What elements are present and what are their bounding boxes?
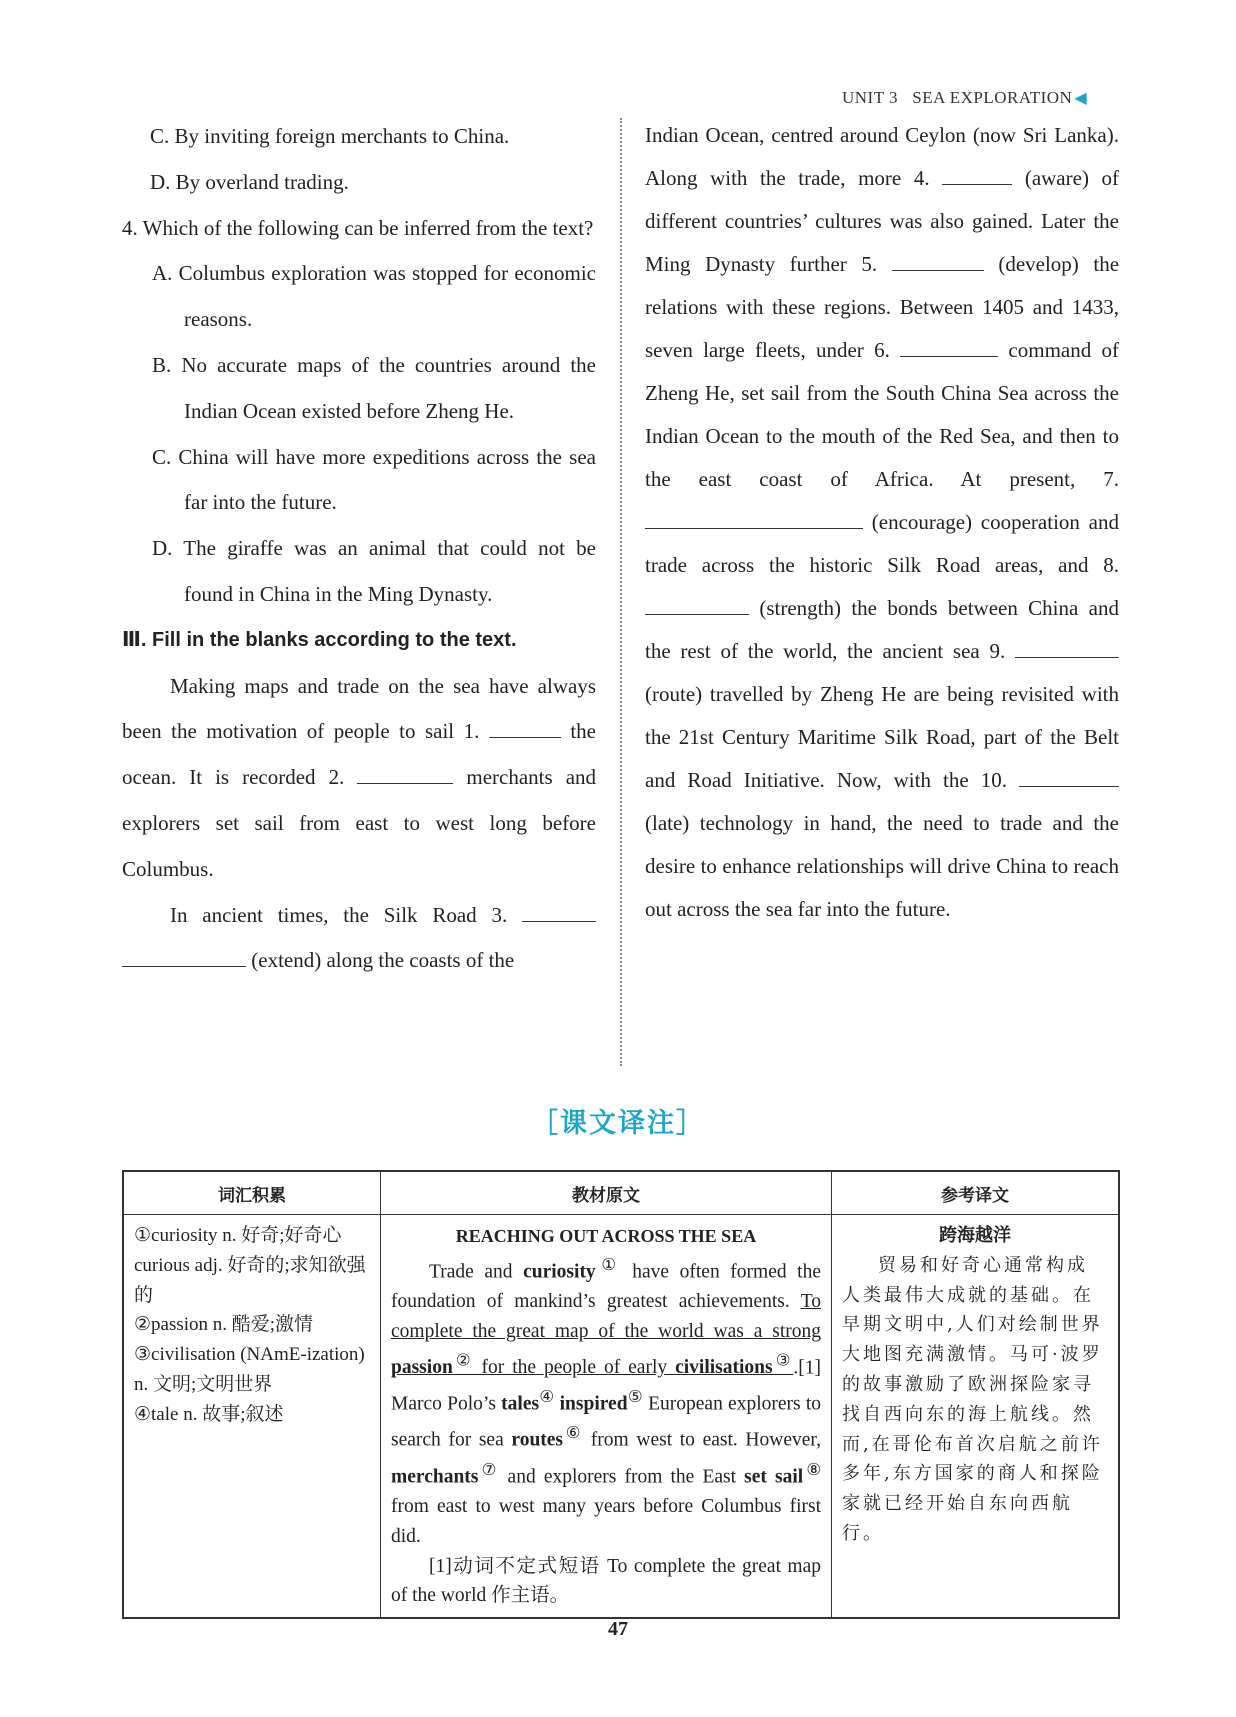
original-title: REACHING OUT ACROSS THE SEA: [455, 1226, 757, 1246]
vocab-item: ③civilisation (NAmE-ization) n. 文明;文明世界: [134, 1344, 365, 1395]
section-heading: Ⅲ. Fill in the blanks according to the text.: [122, 628, 517, 651]
original-text: Trade and curiosity① have often formed the foundation of mankind’s greatest achievements. To complete the great map of the world was a strong passion② for the people of early civilisations③.[1] Marco Polo’s tales④ inspired⑤ European explorers to search for sea routes⑥ from west to east. However, merchants⑦ and explorers from the East set sail⑧ from east to west many years before Columbus first did.: [391, 1256, 822, 1547]
unit-label: UNIT 3: [842, 88, 899, 107]
page-number: 47: [608, 1618, 628, 1640]
right-column: [645, 114, 1119, 931]
blank-4[interactable]: [942, 166, 1012, 185]
blank-2[interactable]: [357, 765, 453, 784]
blank-8[interactable]: [645, 596, 749, 615]
left-column: [122, 114, 596, 984]
q4-option-a: A. Columbus exploration was stopped for economic reasons.: [152, 261, 596, 332]
triangle-icon: ◀: [1074, 90, 1088, 107]
header-translation: 参考译文: [832, 1171, 1120, 1215]
q3-option-c: C. By inviting foreign merchants to China.: [150, 124, 510, 148]
translation-title: 跨海越洋: [939, 1225, 1011, 1246]
vocab-item: ④tale n. 故事;叙述: [134, 1403, 284, 1425]
annotation-table: [122, 1170, 1120, 1619]
header-original: 教材原文: [381, 1171, 832, 1215]
blank-3b[interactable]: [122, 948, 246, 967]
keyword-civilisations: civilisations: [675, 1357, 773, 1379]
underlined-sentence: To complete the great map of the world was a strong passion② for the people of early civilisations③: [391, 1291, 821, 1379]
blank-9[interactable]: [1015, 639, 1119, 658]
original-cell: [381, 1215, 832, 1619]
blank-3a[interactable]: [522, 903, 596, 922]
vocab-cell: [123, 1215, 381, 1619]
translation-text: 贸易和好奇心通常构成人类最伟大成就的基础。在早期文明中,人们对绘制世界大地图充满激情。马可·波罗的故事激励了欧洲探险家寻找自西向东的海上航线。然而,在哥伦布首次启航之前许多年,东方国家的商人和探险家就已经开始自东向西航行。: [842, 1254, 1103, 1544]
keyword-set-sail: set sail: [744, 1466, 804, 1488]
question-4: 4. Which of the following can be inferred from the text?: [122, 215, 594, 240]
keyword-tales: tales: [501, 1393, 540, 1415]
keyword-curiosity: curiosity: [523, 1261, 596, 1283]
q4-option-d: D. The giraffe was an animal that could not be found in China in the Ming Dynasty.: [152, 536, 596, 606]
vocab-item: ②passion n. 酷爱;激情: [134, 1314, 314, 1336]
translation-cell: [832, 1215, 1120, 1619]
keyword-routes: routes: [511, 1429, 564, 1451]
blank-1[interactable]: [489, 719, 561, 738]
blank-5[interactable]: [892, 252, 984, 271]
vocab-item: ①curiosity n. 好奇;好奇心: [134, 1225, 342, 1246]
grammar-note: [1]动词不定式短语 To complete the great map of the world 作主语。: [391, 1555, 821, 1607]
fill-paragraph-2: In ancient times, the Silk Road 3. (extend) along the coasts of the: [122, 893, 596, 985]
blank-10[interactable]: [1019, 768, 1119, 787]
blank-7[interactable]: [645, 510, 863, 529]
section-title: ［课文译注］: [531, 1108, 705, 1139]
q4-option-c: C. China will have more expeditions across the sea far into the future.: [152, 444, 596, 515]
q4-option-b: B. No accurate maps of the countries around the Indian Ocean existed before Zheng He.: [152, 352, 596, 423]
keyword-inspired: inspired: [559, 1393, 628, 1415]
blank-6[interactable]: [900, 338, 998, 357]
q3-option-d: D. By overland trading.: [150, 169, 349, 194]
keyword-merchants: merchants: [391, 1466, 479, 1488]
vocab-item: curious adj. 好奇的;求知欲强的: [134, 1254, 366, 1306]
column-divider: [620, 118, 622, 1066]
fill-paragraph-1: Making maps and trade on the sea have always been the motivation of people to sail 1. the ocean. It is recorded 2. merchants and explorers set sail from east to west long before Columbus.: [122, 673, 597, 881]
running-header: [842, 88, 1087, 108]
fill-paragraph-continued: Indian Ocean, centred around Ceylon (now Sri Lanka). Along with the trade, more 4. (aware) of different countries’ cultures was also gained. Later the Ming Dynasty further 5. (develop) the relations with these regions. Between 1405 and 1433, seven large fleets, under 6. command of Zheng He, set sail from the South China Sea across the Indian Ocean to the mouth of the Red Sea, and then to the east coast of Africa. At present, 7. (encourage) cooperation and trade across the historic Silk Road areas, and 8. (strength) the bonds between China and the rest of the world, the ancient sea 9. (route) travelled by Zheng He are being revisited with the 21st Century Maritime Silk Road, part of the Belt and Road Initiative. Now, with the 10. (late) technology in hand, the need to trade and the desire to enhance relationships will drive China to reach out across the sea far into the future.: [645, 123, 1120, 921]
header-vocab: 词汇积累: [123, 1171, 381, 1215]
keyword-passion: passion: [391, 1357, 453, 1379]
unit-title: SEA EXPLORATION: [912, 88, 1073, 107]
